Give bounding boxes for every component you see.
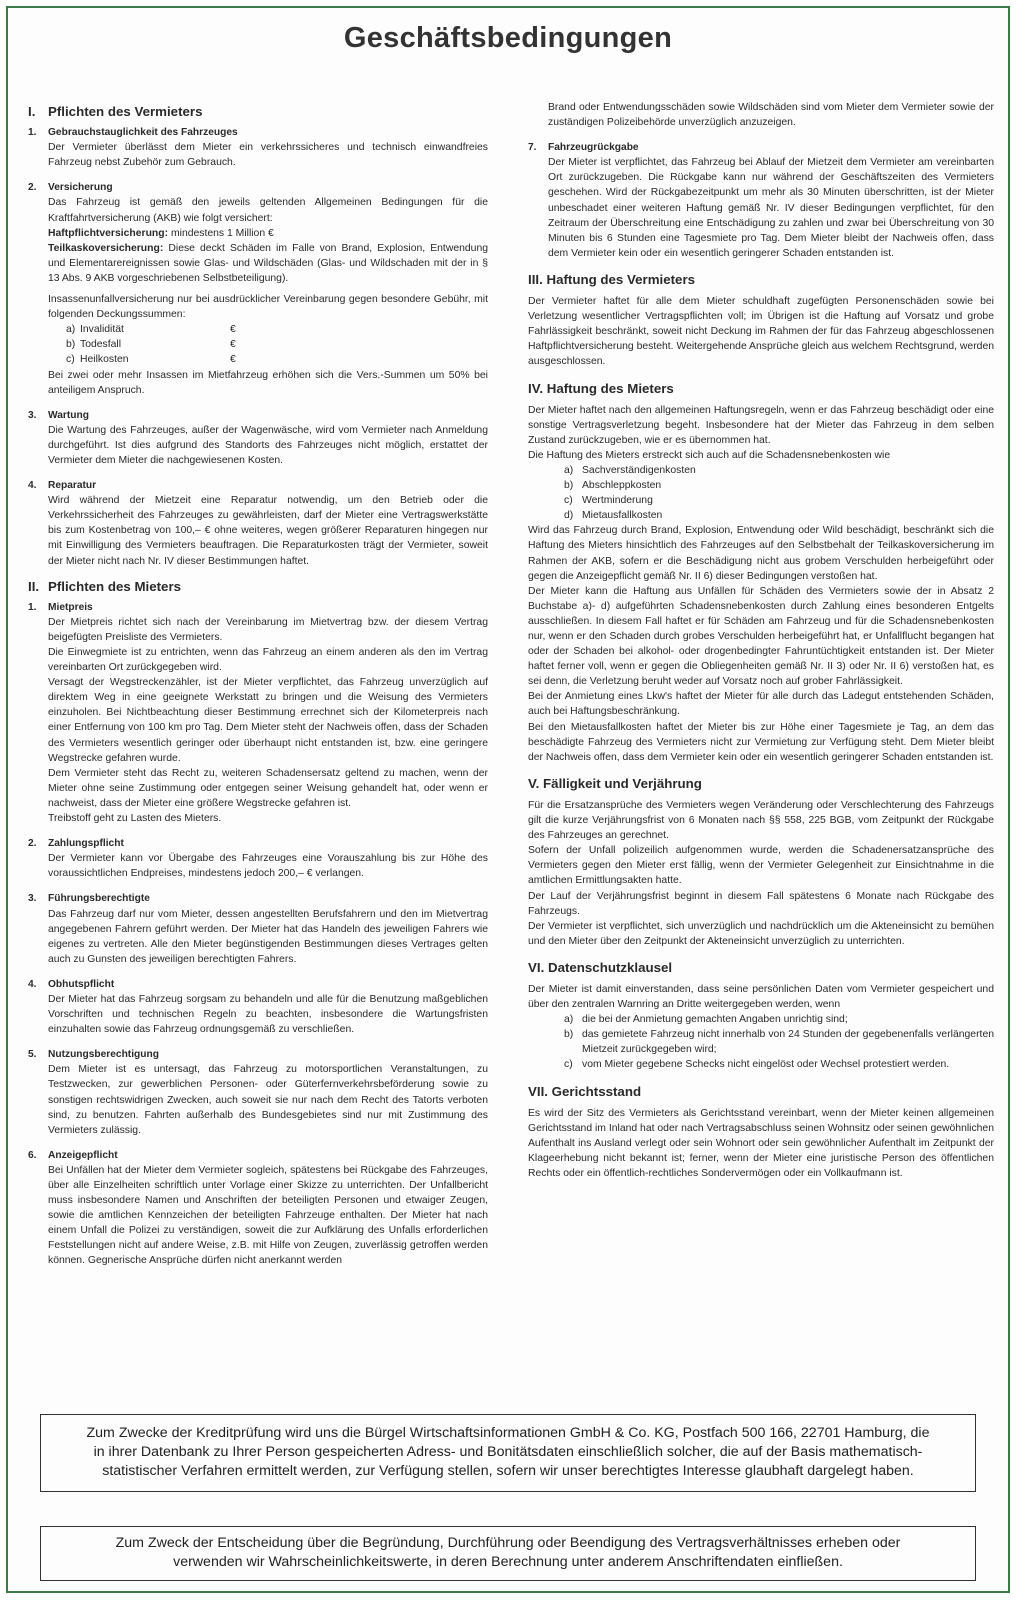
clause-2-1: 1. Mietpreis Der Mietpreis richtet sich nach der Vereinbarung im Mietvertrag bzw. der diesem Vertrag beigefügten Preisliste des Vermieters. Die Einwegmiete ist zu entrichten, wenn das Fahrzeug an einem anderen als den im Vertrag vereinbarten Ort zurückgegeben wird. Versagt der Wegstreckenzähler, ist der Mieter verpflichtet, das Fahrzeug unverzüglich auf direktem Weg in eine geeignete Werkstatt zu bringen und die Weisung des Vermieters einzuholen. Bei Nichtbeachtung dieser Bestimmung errechnet sich der Kilometerpreis nach einer Entfernung von 100 km pro Tag. Dem Mieter steht der Nachweis offen, dass der Schaden des Vermieters wesentlich geringer oder überhaupt nicht entstanden ist, bzw. eine geringere Wegstrecke gefahren wurde. Dem Vermieter steht das Recht zu, weiteren Schadensersatz geltend zu machen, wenn der Mieter ohne seine Zustimmung oder entgegen seiner Weisung gehandelt hat, oder wenn er nachweist, dass der Mieter eine größere Wegstrecke gefahren ist. Treibstoff geht zu Lasten des Mieters. [28,601,488,825]
clause-1-2: 2. Versicherung Das Fahrzeug ist gemäß den jeweils geltenden Allgemeinen Bedingungen für die Kraftfahrtversicherung (AKB) wie folgt versichert: Haftpflichtversicherung: mindestens 1 Million € Teilkaskoversicherung: Diese deckt Schäden im Falle von Brand, Explosion, Entwendung und Elementarereignissen sowie Glas- und Wildschäden (Glas- und Wildschaden mit der in § 13 Abs. 9 AKB vorgeschriebenen Selbstbeteiligung). Insassenunfallversicherung nur bei ausdrücklicher Vereinbarung gegen besondere Gebühr, mit folgenden Deckungssummen: a) Invalidität € b) Todesfall € c) Heilkosten € Bei zwei oder mehr Insassen im Mietfahrzeug erhöhen sich die Vers.-Summen um 50% bei anteiligem Anspruch. [28,182,488,396]
coverage-item: c) Heilkosten € [66,354,236,366]
section-heading-iv: IV. Haftung des Mieters [528,380,674,396]
section-vii-text: Es wird der Sitz des Vermieters als Gerichtsstand vereinbart, wenn der Mieter keinen allgemeinen Gerichtsstand im Inland hat oder nach Vertragsabschluss seinen Wohnsitz oder seinen gewöhnlichen Aufenthalt ins Ausland verlegt oder sein Wohnort oder sein gewöhnlicher Aufenthalt im Zeitpunkt der Klageerhebung nicht bekannt ist; ferner, wenn der Mieter eine juristische Person des öffentlichen Rechts oder ein öffentlich-rechtliches Sondervermögen oder ein Vollkaufmann ist. [528,1107,994,1179]
clause-2-3: 3. Führungsberechtigte Das Fahrzeug darf nur vom Mieter, dessen angestellten Berufsfahrern und den im Mietvertrag angegebenen Fahrern geführt werden. Der Mieter hat das Handeln des jeweiligen Fahrers wie eigenes zu vertreten. Alle den Mieter begünstigenden Bestimmungen dieses Vertrages gelten auch zu Gunsten des jeweiligen berechtigten Fahrers. [28,893,488,965]
page-title: Geschäftsbedingungen [343,22,673,54]
section-heading-i: I. Pflichten des Vermieters [28,104,203,119]
privacy-list [528,1012,994,1072]
section-heading-v: V. Fälligkeit und Verjährung [528,775,702,791]
section-iv-text: Der Mieter haftet nach den allgemeinen Haftungsregeln, wenn er das Fahrzeug beschädigt oder eine sonstige Vertragsverletzung begeht. Insbesondere hat der Mieter das Fahrzeug in dem selben Zustand zurückzugeben, wie er es übernommen hat. Die Haftung des Mieters erstreckt sich auch auf die Schadensnebenkosten wie a) Sachverständigenkosten b) Abschleppkosten c) Wertminderung d) Mietausfallkosten Wird das Fahrzeug durch Brand, Explosion, Entwendung oder Wild beschädigt, beschränkt sich die Haftung des Mieters hinsichtlich des Fahrzeuges auf den Selbstbehalt der Teilkaskoversicherung im Rahmen der AKB, sofern er die Beschädigung nicht aus grobem Verschulden herbeigeführt oder gegen die Anzeigepflicht gemäß Nr. II 6) dieser Bedingungen verstoßen hat. Der Mieter kann die Haftung aus Unfällen für Schäden des Vermieters sowie der in Absatz 2 Buchstabe a)- d) aufgeführten Schadensnebenkosten durch Zahlung eines besonderen Entgelts ausschließen. In diesem Fall haftet er für Schäden am Fahrzeug und für die Schadensnebenkosten nur, wenn er den Schaden durch grobes Verschulden herbeigeführt hat, er Unfallflucht begangen hat oder der Schaden bei alkohol- oder drogenbedingter Fahruntüchtigkeit entstanden ist. Der Mieter haftet ferner voll, wenn er gegen die Obliegenheiten gemäß Nr. II 3) oder Nr. II 6) verstoßen hat, es sei denn, die Verletzung beruht weder auf Vorsatz noch auf grober Fahrlässigkeit. Bei der Anmietung eines Lkw's haftet der Mieter für alle durch das Ladegut entstehenden Schäden, auch bei Haftungsbeschränkung. Bei den Mietausfallkosten haftet der Mieter bis zur Höhe einer Tagesmiete je Tag, an dem das beschädigte Fahrzeug des Vermieters nicht zur Vermietung zur Verfügung steht. Dem Mieter bleibt der Nachweis offen, dass dem Vermieter kein oder ein wesentlich geringerer Schaden entstanden ist. [528,404,994,763]
clause-2-6-continuation: Brand oder Entwendungsschäden sowie Wildschäden sind vom Mieter dem Vermieter sowie der zuständigen Polizeibehörde unverzüglich anzuzeigen. [548,102,994,129]
clause-1-4: 4. Reparatur Wird während der Mietzeit eine Reparatur notwendig, um den Betrieb oder die Verkehrssicherheit des Fahrzeuges zu gewährleisten, darf der Mieter eine Vertragswerkstätte bis zum Kostenbetrag von 100,– € ohne weiteres, wegen größerer Reparaturen hingegen nur mit Einwilligung des Vermieters beauftragen. Die Reparaturkosten trägt der Vermieter, soweit der Mieter nicht nach Nr. IV dieser Bestimmungen haftet. [28,480,488,567]
section-heading-iii: III. Haftung des Vermieters [528,271,696,287]
cost-list [528,463,994,523]
section-heading-ii: II. Pflichten des Mieters [28,578,182,594]
clause-2-6: 6. Anzeigepflicht Bei Unfällen hat der Mieter dem Vermieter sogleich, spätestens bei Rückgabe des Fahrzeuges, über alle Einzelheiten schriftlich unter Vorlage einer Skizze zu unterrichten. Der Unfallbericht muss insbesondere Namen und Anschriften der beteiligten Personen und etwaiger Zeugen, sowie die amtlichen Kennzeichen der beteiligten Fahrzeuge enthalten. Der Mieter hat nach einem Unfall die Polizei zu verständigen, soweit die zur Aufklärung des Unfalls erforderlichen Feststellungen nicht auf andere Weise, z.B. mit Hilfe von Zeugen, zuverlässig getroffen werden können. Gegnerische Ansprüche dürfen nicht anerkannt werden [28,1149,488,1267]
right-column [528,96,994,1181]
list-item: d) Mietausfallkosten [564,510,663,522]
list-item: b) das gemietete Fahrzeug nicht innerhalb von 24 Stunden der gegebenenfalls verlängerten Mietzeit zurückgegeben wird; [564,1029,994,1056]
list-item: c) vom Mieter gegebene Schecks nicht eingelöst oder Wechsel protestiert werden. [564,1059,950,1071]
list-item: a) Sachverständigenkosten [564,464,696,476]
section-iii-text: Der Vermieter haftet für alle dem Mieter schuldhaft zugefügten Personenschäden sowie bei Verletzung wesentlicher Vertragspflichten voll; im Übrigen ist die Haftung auf Vorsatz und grobe Fahrlässigkeit beschränkt, soweit nicht Deckung im Rahmen der für das Fahrzeug abgeschlossenen Haftpflichtversicherung besteht. Weitergehende Ansprüche gleich aus welchem Rechtsgrund, werden ausgeschlossen. [528,296,994,368]
document-page [6,6,1010,1593]
clause-2-4: 4. Obhutspflicht Der Mieter hat das Fahrzeug sorgsam zu behandeln und alle für die Benutzung maßgeblichen Vorschriften und technischen Regeln zu beachten, insbesondere die Wartungsfristen einzuhalten sowie das Fahrzeug ordnungsgemäß zu verschließen. [28,978,488,1036]
section-heading-vii: VII. Gerichtsstand [528,1083,642,1099]
probability-values-notice: Zum Zweck der Entscheidung über die Begründung, Durchführung oder Beendigung des Vertragsverhältnisses erheben oder verwenden wir Wahrscheinlichkeitswerte, in deren Berechnung unter anderem Anschriftendaten einfließen. [40,1526,976,1581]
credit-check-notice: Zum Zwecke der Kreditprüfung wird uns die Bürgel Wirtschaftsinformationen GmbH & Co. KG, Postfach 500 166, 22701 Hamburg, die in ihrer Datenbank zu Ihrer Person gespeicherten Adress- und Bonitätsdaten einschließlich solcher, die auf der Basis mathematisch- statistischer Verfahren ermittelt werden, zur Verfügung stellen, sofern wir unser berechtigtes Interesse glaubhaft dargelegt haben. [40,1414,976,1492]
clause-2-7: 7. Fahrzeugrückgabe Der Mieter ist verpflichtet, das Fahrzeug bei Ablauf der Mietzeit dem Vermieter am vereinbarten Ort zurückzugeben. Die Rückgabe kann nur während der Geschäftszeiten des Vermieters geschehen. Wird der Rückgabezeitpunkt um mehr als 30 Minuten überschritten, ist der Mieter unbeschadet einer weiteren Haftung gemäß Nr. IV dieser Bedingungen verpflichtet, für den Zeitraum der Überschreitung eine Entschädigung zu zahlen und zwar bei Überschreitung von 30 Minuten bis 6 Stunden eine Tagesmiete pro Tag. Dem Mieter bleibt der Nachweis offen, dass dem Vermieter kein oder ein wesentlich geringerer Schaden entstanden ist. [528,142,994,259]
coverage-item: a) Invalidität € [66,324,236,336]
coverage-item: b) Todesfall € [66,339,236,351]
clause-2-2: 2. Zahlungspflicht Der Vermieter kann vor Übergabe des Fahrzeuges eine Vorauszahlung bis zur Höhe des voraussichtlichen Endpreises, mindestens jedoch 200,– € verlangen. [28,838,488,880]
section-v-text: Für die Ersatzansprüche des Vermieters wegen Veränderung oder Verschlechterung des Fahrzeugs gilt die kurze Verjährungsfrist von 6 Monaten nach §§ 558, 225 BGB, vom Zeitpunkt der Rückgabe des Fahrzeuges an gerechnet. Sofern der Unfall polizeilich aufgenommen wurde, werden die Schadenersatzansprüche des Vermieters gegen den Mieter erst fällig, wenn der Vermieter Gelegenheit zur Einsichtnahme in die amtlichen Ermittlungsakten hatte. Der Lauf der Verjährungsfrist beginnt in diesem Fall spätestens 6 Monate nach Rückgabe des Fahrzeugs. Der Vermieter ist verpflichtet, sich unverzüglich und nachdrücklich um die Akteneinsicht zu bemühen und den Mieter über den Zeitpunkt der Akteneinsicht unverzüglich zu unterrichten. [528,799,994,947]
list-item: a) die bei der Anmietung gemachten Angaben unrichtig sind; [564,1014,848,1026]
left-column [28,96,488,1279]
clause-1-3: 3. Wartung Die Wartung des Fahrzeuges, außer der Wagenwäsche, wird vom Vermieter nach Anmeldung durchgeführt. Ist dies aufgrund des Standorts des Fahrzeuges nicht möglich, erstattet der Vermieter dem Mieter die nachgewiesenen Kosten. [28,409,488,466]
clause-1-1: 1. Gebrauchstauglichkeit des Fahrzeuges Der Vermieter überlässt dem Mieter ein verkehrssicheres und technisch einwandfreies Fahrzeug nebst Zubehör zum Gebrauch. [28,127,488,169]
list-item: b) Abschleppkosten [564,480,662,492]
section-heading-vi: VI. Datenschutzklausel [528,959,673,975]
list-item: c) Wertminderung [564,495,653,507]
clause-2-5: 5. Nutzungsberechtigung Dem Mieter ist es untersagt, das Fahrzeug zu motorsportlichen Veranstaltungen, zu Testzwecken, zur gewerblichen Personen- oder Güterfernverkehrsbeförderung sowie zu sonstigen rechtswidrigen Zwecken, auch soweit sie nur nach dem Recht des Tatorts verboten sind, zu benutzen. Fahrten außerhalb des Bundesgebietes sind nur mit Zustimmung des Vermieters zulässig. [28,1049,488,1136]
section-vi-text: Der Mieter ist damit einverstanden, dass seine persönlichen Daten vom Vermieter gespeichert und über den zentralen Warnring an Dritte weitergegeben werden, wenn a) die bei der Anmietung gemachten Angaben unrichtig sind; b) das gemietete Fahrzeug nicht innerhalb von 24 Stunden der gegebenenfalls verlängerten Mietzeit zurückgegeben wird; c) vom Mieter gegebene Schecks nicht eingelöst oder Wechsel protestiert werden. [528,982,994,1073]
